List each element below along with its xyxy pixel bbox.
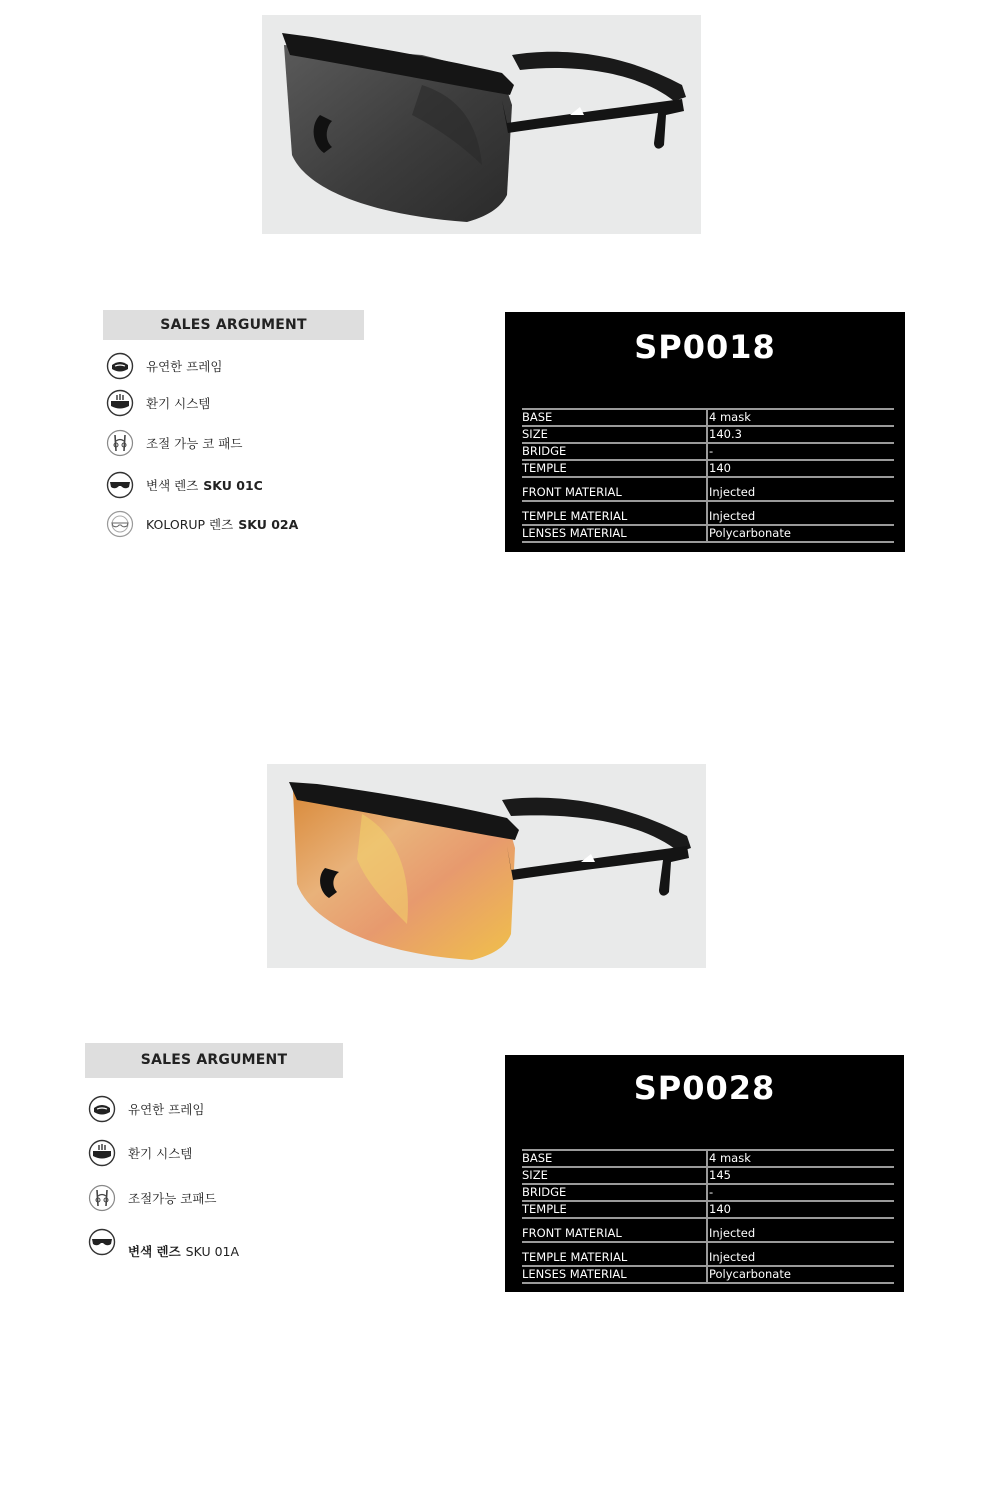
- spec-row: [522, 443, 894, 460]
- spec-label: BASE: [522, 409, 707, 426]
- feature-sku: SKU 01C: [203, 477, 263, 493]
- feature-text: 조절 가능 코 패드: [146, 436, 243, 451]
- feature-text: 환기 시스템: [146, 396, 211, 411]
- spec-label: SIZE: [522, 1167, 707, 1184]
- spec-row: [522, 460, 894, 477]
- sunglasses-orange-lens-image: [267, 764, 706, 968]
- kolorup-lens-icon: [106, 510, 134, 538]
- flexible-frame-icon: [106, 352, 134, 380]
- spec-row: [522, 426, 894, 443]
- spec-row: [522, 525, 894, 542]
- feature-row-ventilation: [106, 389, 210, 417]
- feature-text: KOLORUP 렌즈: [146, 517, 234, 532]
- feature-text: 조절가능 코패드: [128, 1191, 217, 1206]
- feature-text: 유연한 프레임: [128, 1102, 205, 1117]
- spec-value: 4 mask: [707, 409, 894, 426]
- photochromic-lens-icon: [106, 471, 134, 499]
- spec-value: Polycarbonate: [707, 1266, 894, 1283]
- spec-table: [522, 408, 894, 543]
- feature-text: 환기 시스템: [128, 1146, 193, 1161]
- feature-row-kolorup: [106, 510, 298, 538]
- spec-row: [522, 1150, 894, 1167]
- spec-panel-sp0018: [505, 312, 905, 552]
- spec-value: 140.3: [707, 426, 894, 443]
- spec-row: [522, 1201, 894, 1218]
- spec-label: SIZE: [522, 426, 707, 443]
- spec-row: [522, 409, 894, 426]
- spec-value: Injected: [707, 1218, 894, 1242]
- adjustable-nose-pad-icon: [106, 429, 134, 457]
- ventilation-icon: [106, 389, 134, 417]
- spec-table: [522, 1149, 894, 1284]
- spec-value: 4 mask: [707, 1150, 894, 1167]
- photochromic-lens-icon: [88, 1228, 116, 1256]
- spec-label: BASE: [522, 1150, 707, 1167]
- spec-value: 140: [707, 1201, 894, 1218]
- spec-panel-sp0028: [505, 1055, 904, 1292]
- spec-value: Injected: [707, 1242, 894, 1266]
- product-photo-sp0018: [262, 15, 701, 234]
- sales-argument-header: SALES ARGUMENT: [85, 1043, 343, 1078]
- spec-value: Injected: [707, 477, 894, 501]
- feature-sku: SKU 02A: [238, 516, 299, 532]
- spec-row: [522, 501, 894, 525]
- feature-sku: SKU 01A: [185, 1243, 240, 1259]
- spec-row: [522, 1266, 894, 1283]
- feature-text: 변색 렌즈: [128, 1244, 181, 1259]
- sunglasses-dark-lens-image: [262, 15, 701, 234]
- spec-label: TEMPLE MATERIAL: [522, 501, 707, 525]
- spec-row: [522, 1218, 894, 1242]
- feature-text: 유연한 프레임: [146, 359, 223, 374]
- spec-value: 145: [707, 1167, 894, 1184]
- spec-label: TEMPLE: [522, 460, 707, 477]
- adjustable-nose-pad-icon: [88, 1184, 116, 1212]
- feature-text: 변색 렌즈: [146, 478, 199, 493]
- spec-value: 140: [707, 460, 894, 477]
- spec-label: TEMPLE: [522, 1201, 707, 1218]
- flexible-frame-icon: [88, 1095, 116, 1123]
- spec-label: FRONT MATERIAL: [522, 477, 707, 501]
- feature-row-nose-pad: [88, 1184, 217, 1212]
- feature-row-photochromic: [88, 1228, 240, 1259]
- feature-row-flexible-frame: [106, 352, 222, 380]
- spec-label: LENSES MATERIAL: [522, 1266, 707, 1283]
- product-photo-sp0028: [267, 764, 706, 968]
- model-number: SP0018: [634, 328, 776, 366]
- ventilation-icon: [88, 1139, 116, 1167]
- feature-row-nose-pad: [106, 429, 242, 457]
- sales-argument-header: SALES ARGUMENT: [103, 310, 364, 340]
- spec-value: Polycarbonate: [707, 525, 894, 542]
- spec-label: BRIDGE: [522, 1184, 707, 1201]
- spec-row: [522, 1167, 894, 1184]
- spec-row: [522, 1184, 894, 1201]
- feature-row-photochromic: [106, 471, 263, 499]
- feature-row-ventilation: [88, 1139, 192, 1167]
- spec-label: TEMPLE MATERIAL: [522, 1242, 707, 1266]
- spec-value: Injected: [707, 501, 894, 525]
- spec-row: [522, 1242, 894, 1266]
- spec-label: LENSES MATERIAL: [522, 525, 707, 542]
- feature-row-flexible-frame: [88, 1095, 204, 1123]
- spec-label: FRONT MATERIAL: [522, 1218, 707, 1242]
- spec-value: -: [707, 1184, 894, 1201]
- spec-label: BRIDGE: [522, 443, 707, 460]
- spec-row: [522, 477, 894, 501]
- spec-value: -: [707, 443, 894, 460]
- model-number: SP0028: [633, 1069, 776, 1107]
